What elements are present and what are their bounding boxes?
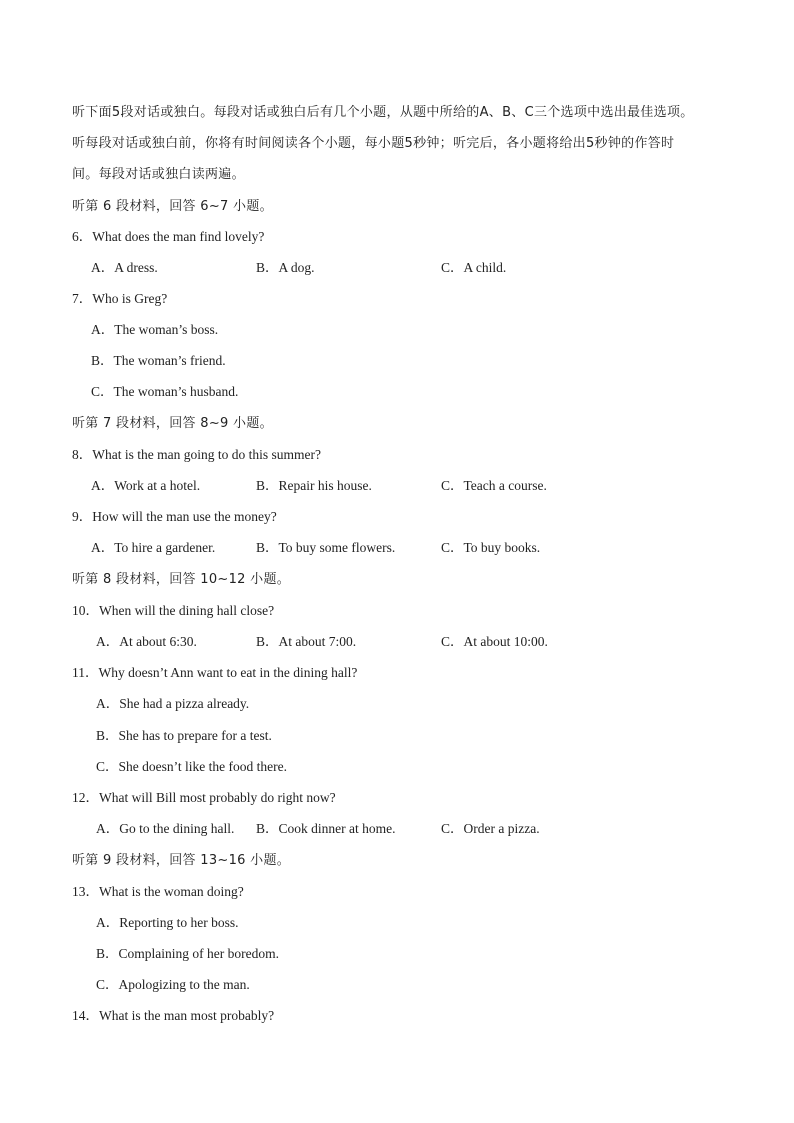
q13-option-c: C．Apologizing to the man.: [96, 977, 250, 992]
q6-option-b: B．A dog.: [256, 260, 315, 275]
question-13: 13．What is the woman doing?: [72, 884, 244, 899]
q10-option-b: B．At about 7:00.: [256, 634, 357, 649]
q6-option-a: A．A dress.: [91, 260, 158, 275]
question-9: 9．How will the man use the money?: [72, 509, 277, 524]
q12-option-c: C．Order a pizza.: [441, 821, 540, 836]
question-8: 8．What is the man going to do this summer?: [72, 447, 321, 462]
q13-option-a: A．Reporting to her boss.: [96, 915, 239, 930]
q12-option-b: B．Cook dinner at home.: [256, 821, 396, 836]
q9-option-a: A．To hire a gardener.: [91, 540, 216, 555]
q8-option-c: C．Teach a course.: [441, 478, 547, 493]
question-7: 7．Who is Greg?: [72, 291, 168, 306]
question-12: 12．What will Bill most probably do right now?: [72, 790, 336, 805]
q11-option-a: A．She had a pizza already.: [96, 696, 250, 711]
q8-option-a: A．Work at a hotel.: [91, 478, 201, 493]
q7-option-a: A．The woman’s boss.: [91, 322, 219, 337]
section-heading-8: 听第 8 段材料，回答 10~12 小题。: [72, 572, 291, 587]
q11-option-c: C．She doesn’t like the food there.: [96, 759, 287, 774]
q11-option-b: B．She has to prepare for a test.: [96, 728, 272, 743]
q8-option-b: B．Repair his house.: [256, 478, 372, 493]
q9-option-b: B．To buy some flowers.: [256, 540, 396, 555]
q9-option-c: C．To buy books.: [441, 540, 541, 555]
q10-option-a: A．At about 6:30.: [96, 634, 197, 649]
section-heading-9: 听第 9 段材料，回答 13~16 小题。: [72, 853, 291, 868]
section-heading-7: 听第 7 段材料，回答 8~9 小题。: [72, 416, 273, 431]
q7-option-b: B．The woman’s friend.: [91, 353, 226, 368]
q6-option-c: C．A child.: [441, 260, 507, 275]
instructions-line-1: 听下面5段对话或独白。每段对话或独白后有几个小题，从题中所给的A、B、C三个选项中选出最佳选项。: [72, 105, 694, 120]
q7-option-c: C．The woman’s husband.: [91, 384, 239, 399]
question-14: 14．What is the man most probably?: [72, 1008, 275, 1023]
section-heading-6: 听第 6 段材料，回答 6~7 小题。: [72, 199, 273, 214]
instructions-line-2: 听每段对话或独白前，你将有时间阅读各个小题，每小题5秒钟；听完后，各小题将给出5秒钟的作答时: [72, 136, 675, 151]
question-10: 10．When will the dining hall close?: [72, 603, 275, 618]
question-6: 6．What does the man find lovely?: [72, 229, 265, 244]
q10-option-c: C．At about 10:00.: [441, 634, 548, 649]
q12-option-a: A．Go to the dining hall.: [96, 821, 235, 836]
q13-option-b: B．Complaining of her boredom.: [96, 946, 279, 961]
instructions-line-3: 间。每段对话或独白读两遍。: [72, 167, 245, 182]
question-11: 11．Why doesn’t Ann want to eat in the dining hall?: [72, 665, 358, 680]
